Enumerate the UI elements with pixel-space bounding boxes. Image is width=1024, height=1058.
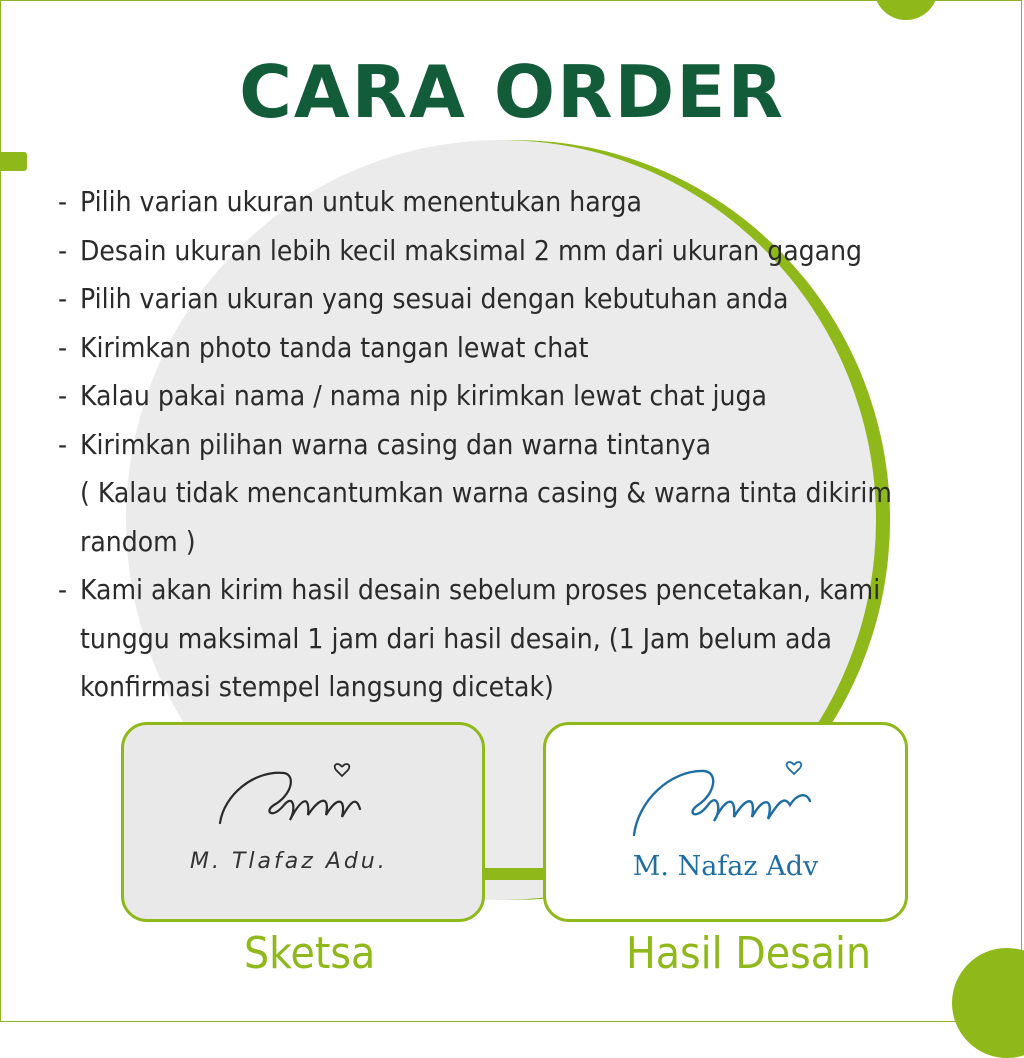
dash: - — [58, 573, 68, 606]
step-text: Pilih varian ukuran untuk menentukan harga — [80, 185, 642, 218]
sketch-card — [121, 722, 485, 922]
dash: - — [58, 427, 68, 461]
order-steps-list — [58, 178, 988, 712]
step-text: Kami akan kirim hasil desain sebelum proses pencetakan, kami — [80, 573, 881, 606]
sketch-caption: Sketsa — [244, 928, 376, 979]
step-note: konfirmasi stempel langsung dicetak) — [80, 670, 554, 703]
sketch-signature-drawing — [124, 725, 482, 919]
step-item — [58, 275, 988, 324]
dash: - — [58, 185, 68, 218]
step-text: Kalau pakai nama / nama nip kirimkan lewat chat juga — [80, 379, 767, 412]
dash: - — [58, 233, 68, 267]
step-note: ( Kalau tidak mencantumkan warna casing & warna tinta dikirim — [80, 476, 892, 509]
result-caption: Hasil Desain — [626, 928, 872, 979]
dash: - — [58, 282, 68, 315]
step-item — [58, 566, 988, 712]
step-item — [58, 372, 988, 421]
step-item — [58, 178, 988, 227]
card-connector — [484, 868, 544, 880]
step-note: tunggu maksimal 1 jam dari hasil desain, (1 Jam belum ada — [80, 621, 832, 655]
step-text: Pilih varian ukuran yang sesuai dengan kebutuhan anda — [80, 282, 789, 315]
step-text: Desain ukuran lebih kecil maksimal 2 mm dari ukuran gagang — [80, 233, 863, 267]
step-note: random ) — [80, 524, 196, 558]
page-title: CARA ORDER — [239, 50, 785, 134]
step-text: Kirimkan pilihan warna casing dan warna tintanya — [80, 427, 712, 461]
result-signature-drawing — [546, 725, 905, 919]
step-item — [58, 227, 988, 276]
step-item — [58, 324, 988, 373]
decorative-left-tab — [0, 152, 27, 171]
step-item — [58, 421, 988, 567]
sketch-name: M. Tlafaz Adu. — [190, 849, 388, 874]
dash: - — [58, 330, 68, 364]
step-text: Kirimkan photo tanda tangan lewat chat — [80, 330, 589, 364]
result-name: M. Nafaz Adv — [632, 851, 819, 882]
dash: - — [58, 379, 68, 412]
result-card — [543, 722, 908, 922]
